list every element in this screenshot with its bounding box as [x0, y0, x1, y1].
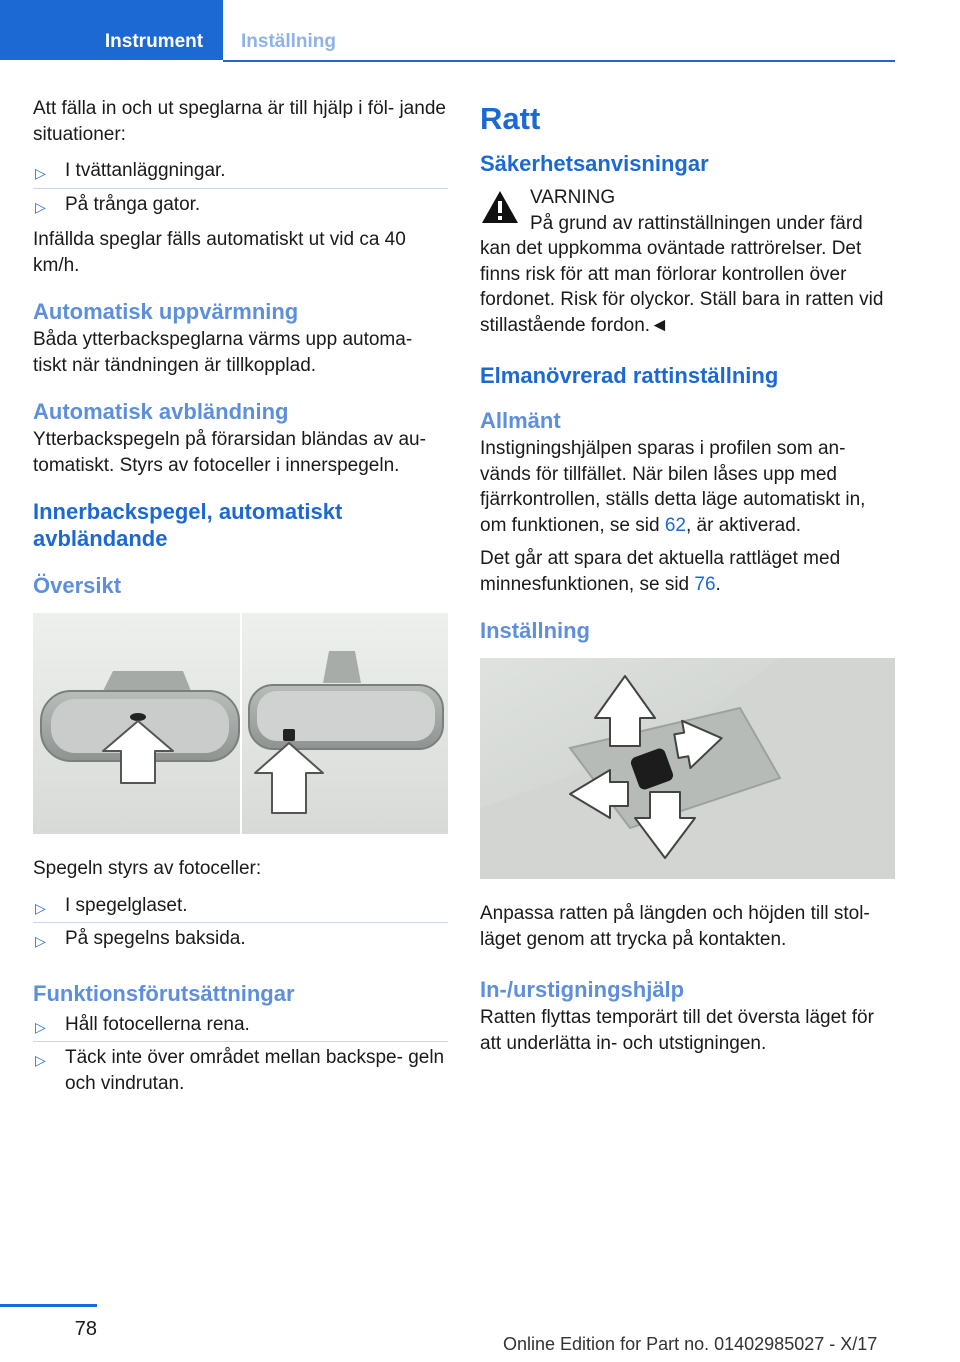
overview-heading: Översikt [33, 573, 122, 598]
page-number: 78 [74, 1318, 97, 1340]
warning-block [480, 185, 895, 338]
general-heading: Allmänt [480, 408, 561, 433]
general-text: Instigningshjälpen sparas i profilen som an- vänds för tillfället. När bilen låses upp med fjärrkontrollen, ställs detta läge automatiskt in, om funktionen, se sid 62, är aktiverad. [480, 438, 866, 536]
situations-list [33, 155, 448, 221]
dimming-heading: Automatisk avbländning [33, 399, 289, 424]
triangle-bullet-icon: ▷ [35, 165, 46, 181]
triangle-bullet-icon: ▷ [35, 1018, 46, 1035]
header-tabs [0, 0, 960, 62]
triangle-bullet-icon: ▷ [35, 198, 46, 215]
memory-text: Det går att spara det aktuella rattläget med minnesfunktionen, se sid 76. [480, 548, 841, 595]
header-divider [223, 60, 895, 62]
photocell-text: Spegeln styrs av fotoceller: [33, 858, 262, 879]
safety-heading: Säkerhetsanvisningar [480, 151, 709, 176]
intro-text: Att fälla in och ut speglarna är till hjälp i föl- jande situationer: [33, 98, 446, 145]
tab-instrument[interactable]: Instrument [0, 0, 223, 60]
page-section-title: Ratt [480, 101, 541, 136]
list-item: ▷ Täck inte över området mellan backspe- geln och vindrutan. [35, 1047, 445, 1094]
left-column [33, 96, 448, 1106]
triangle-bullet-icon: ▷ [35, 899, 46, 916]
dimming-text: Ytterbackspegeln på förarsidan bländas av au- tomatiskt. Styrs av fotoceller i innerspegeln. [33, 429, 426, 476]
triangle-bullet-icon: ▷ [35, 1052, 46, 1068]
warning-text: På grund av rattinställningen under färd kan det uppkomma oväntade rattrörelser. Det finns risk för att man förlorar kontrollen över fordonet. Risk för olyckor. Ställ bara in ratten vid stillastående fordon.◄ [480, 212, 884, 336]
triangle-bullet-icon: ▷ [35, 933, 46, 949]
heating-heading: Automatisk uppvärmning [33, 299, 299, 324]
inner-mirror-heading: Innerbackspegel, automatiskt avbländande [33, 499, 343, 551]
setting-text: Anpassa ratten på längden och höjden till stol- läget genom att trycka på kontakten. [480, 903, 870, 950]
auto-unfold-text: Infällda speglar fälls automatiskt ut vid ca 40 km/h. [33, 229, 406, 276]
page-link-76[interactable]: 76 [694, 573, 716, 595]
list-item: ▷ På trånga gator. [33, 189, 448, 222]
mirror-photo-figure [33, 613, 448, 834]
list-item: ▷ På spegelns baksida. [33, 923, 448, 956]
electric-steering-heading: Elmanövrerad rattinställning [480, 363, 779, 388]
footer-divider [0, 1304, 97, 1307]
warning-triangle-icon [480, 189, 520, 225]
setting-heading: Inställning [480, 618, 590, 643]
page-link-62[interactable]: 62 [664, 514, 686, 536]
right-column [480, 100, 895, 1064]
photocell-list [33, 890, 448, 956]
list-item: ▷ I spegelglaset. [33, 890, 448, 924]
tab-installning[interactable]: Inställning [241, 31, 336, 52]
heating-text: Båda ytterbackspeglarna värms upp automa- tiskt när tändningen är tillkopplad. [33, 329, 413, 376]
requirements-list [33, 1009, 448, 1101]
requirements-heading: Funktionsförutsättningar [33, 980, 295, 1006]
warning-label: VARNING [530, 187, 616, 208]
list-item: ▷ I tvättanläggningar. [33, 155, 448, 189]
list-item: ▷ Håll fotocellerna rena. [33, 1009, 448, 1043]
entry-aid-heading: In-/urstigningshjälp [480, 977, 685, 1002]
steering-adjust-figure [480, 658, 895, 879]
entry-aid-text: Ratten flyttas temporärt till det översta läget för att underlätta in- och utstigningen. [480, 1007, 874, 1054]
edition-note: Online Edition for Part no. 01402985027 - X/17 [503, 1334, 878, 1354]
